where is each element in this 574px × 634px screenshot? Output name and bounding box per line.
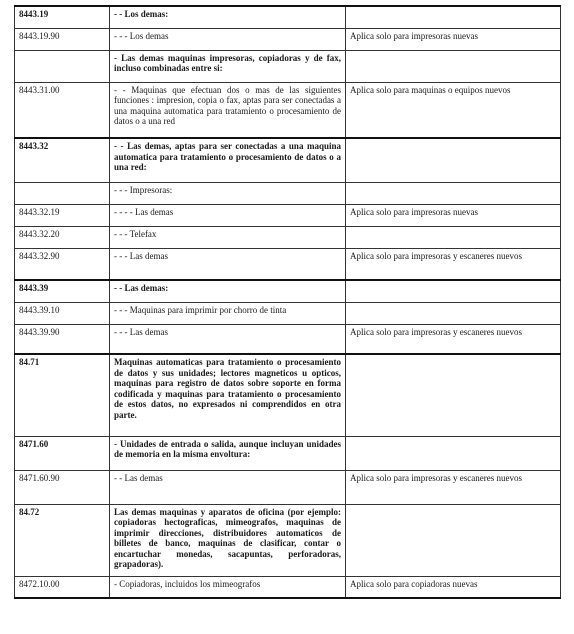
tariff-row xyxy=(15,354,561,436)
tariff-row xyxy=(15,204,561,226)
tariff-description: Las demas maquinas y aparatos de oficina (por ejemplo: copiadoras hectograficas, mimeografos, maquinas de imprimir direcciones, distribuidores automaticos de billetes de banco, maquinas de clasificar, contar o encartuchar monedas, sacapuntas, perforadoras, grapadoras). xyxy=(110,504,346,576)
tariff-description: - - - Maquinas para imprimir por chorro de tinta xyxy=(110,302,346,324)
tariff-note xyxy=(346,354,561,436)
tariff-row xyxy=(15,576,561,598)
tariff-note xyxy=(346,226,561,248)
tariff-description: - Copiadoras, incluidos los mimeografos xyxy=(110,576,346,598)
tariff-code: 8471.60 xyxy=(15,436,110,470)
tariff-row xyxy=(15,504,561,576)
tariff-code: 8443.19 xyxy=(15,6,110,28)
tariff-code: 8443.39.10 xyxy=(15,302,110,324)
tariff-row xyxy=(15,436,561,470)
tariff-note: Aplica solo para impresoras nuevas xyxy=(346,204,561,226)
tariff-code xyxy=(15,182,110,204)
tariff-description: - Las demas maquinas impresoras, copiadoras y de fax, incluso combinadas entre si: xyxy=(110,50,346,82)
tariff-note xyxy=(346,302,561,324)
tariff-description: - - - Impresoras: xyxy=(110,182,346,204)
tariff-description: - - - Los demas xyxy=(110,28,346,50)
tariff-code: 8443.32.19 xyxy=(15,204,110,226)
tariff-description: - - - Las demas xyxy=(110,248,346,280)
tariff-code: 8443.32.20 xyxy=(15,226,110,248)
tariff-row xyxy=(15,182,561,204)
tariff-note: Aplica solo para copiadoras nuevas xyxy=(346,576,561,598)
tariff-row xyxy=(15,470,561,504)
tariff-note xyxy=(346,436,561,470)
tariff-description: - - - Telefax xyxy=(110,226,346,248)
tariff-description: - - Los demas: xyxy=(110,6,346,28)
tariff-description: - - Las demas: xyxy=(110,280,346,302)
tariff-row xyxy=(15,226,561,248)
tariff-code: 84.72 xyxy=(15,504,110,576)
tariff-note: Aplica solo para impresoras y escaneres nuevos xyxy=(346,470,561,504)
tariff-note xyxy=(346,280,561,302)
tariff-note xyxy=(346,50,561,82)
tariff-code: 8471.60.90 xyxy=(15,470,110,504)
tariff-row xyxy=(15,82,561,138)
tariff-code: 8443.19.90 xyxy=(15,28,110,50)
tariff-note: Aplica solo para maquinas o equipos nuevos xyxy=(346,82,561,138)
tariff-row xyxy=(15,302,561,324)
tariff-note xyxy=(346,504,561,576)
tariff-code: 8443.31.00 xyxy=(15,82,110,138)
tariff-row xyxy=(15,6,561,28)
tariff-note xyxy=(346,6,561,28)
tariff-code: 8443.32.90 xyxy=(15,248,110,280)
tariff-table-body xyxy=(15,6,561,598)
tariff-row xyxy=(15,248,561,280)
tariff-description: - - - - Las demas xyxy=(110,204,346,226)
tariff-code xyxy=(15,50,110,82)
tariff-code: 8472.10.00 xyxy=(15,576,110,598)
tariff-row xyxy=(15,28,561,50)
tariff-note xyxy=(346,182,561,204)
tariff-description: Maquinas automaticas para tratamiento o procesamiento de datos y sus unidades; lectores magneticos u opticos, maquinas para registro de datos sobre soporte en forma codificada y maquinas para tratamiento o procesamiento de estos datos, no expresados ni comprendidos en otra parte. xyxy=(110,354,346,436)
tariff-note xyxy=(346,138,561,182)
tariff-description: - - Las demas xyxy=(110,470,346,504)
tariff-row xyxy=(15,280,561,302)
tariff-code: 8443.32 xyxy=(15,138,110,182)
tariff-table xyxy=(14,5,561,599)
tariff-row xyxy=(15,50,561,82)
tariff-code: 8443.39 xyxy=(15,280,110,302)
tariff-note: Aplica solo para impresoras y escaneres nuevos xyxy=(346,248,561,280)
tariff-description: - - Las demas, aptas para ser conectadas a una maquina automatica para tratamiento o procesamiento de datos o a una red: xyxy=(110,138,346,182)
tariff-code: 84.71 xyxy=(15,354,110,436)
tariff-description: - - - Las demas xyxy=(110,324,346,354)
tariff-code: 8443.39.90 xyxy=(15,324,110,354)
tariff-row xyxy=(15,324,561,354)
tariff-row xyxy=(15,138,561,182)
tariff-description: - - Maquinas que efectuan dos o mas de las siguientes funciones : impresion, copia o fax, aptas para ser conectadas a una maquina automatica para tratamiento o procesamiento de datos o a una red xyxy=(110,82,346,138)
document-page xyxy=(14,5,560,599)
tariff-description: - Unidades de entrada o salida, aunque incluyan unidades de memoria en la misma envoltura: xyxy=(110,436,346,470)
tariff-note: Aplica solo para impresoras y escaneres nuevos xyxy=(346,324,561,354)
tariff-note: Aplica solo para impresoras nuevas xyxy=(346,28,561,50)
